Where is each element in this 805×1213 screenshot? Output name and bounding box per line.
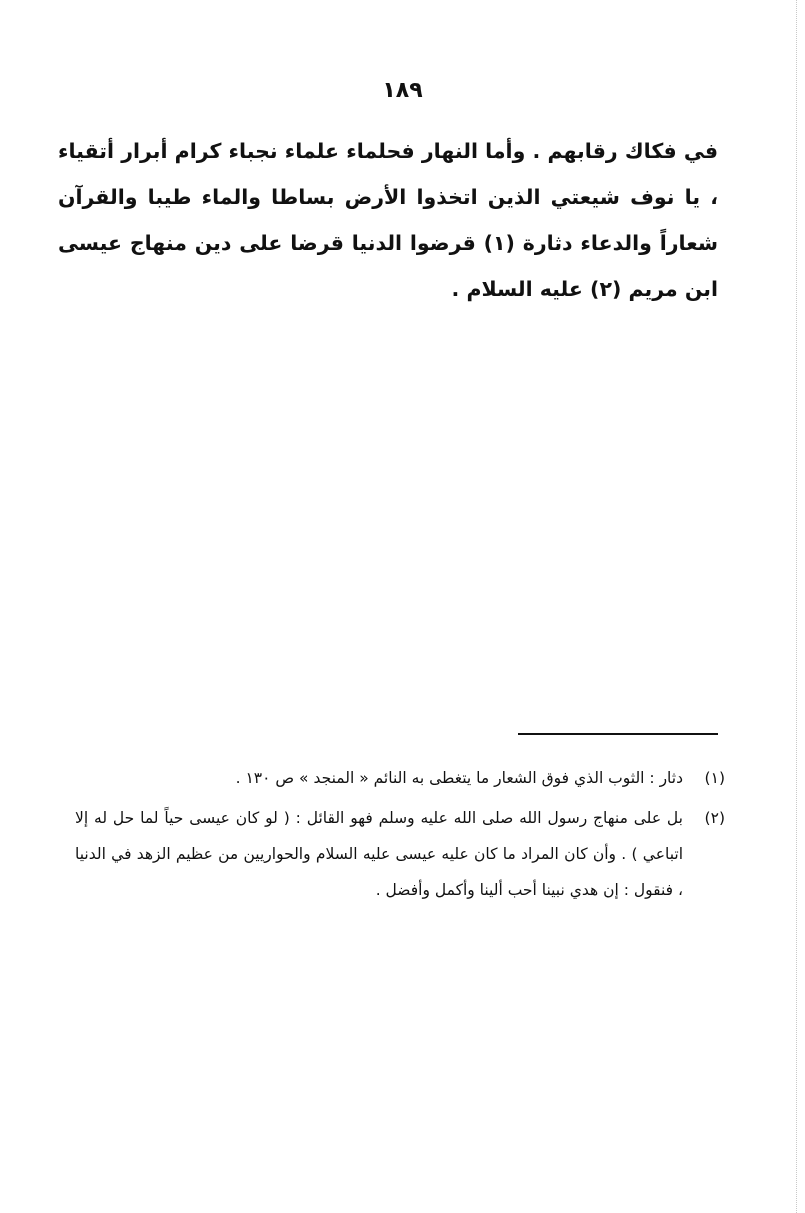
page-edge-line	[796, 0, 797, 1213]
footnote-2	[75, 800, 725, 908]
footnotes-section	[75, 760, 725, 912]
footnote-1	[75, 760, 725, 796]
footnote-text: دثار : الثوب الذي فوق الشعار ما يتغطى به النائم « المنجد » ص ١٣٠ .	[235, 769, 683, 787]
page-number: ١٨٩	[382, 78, 423, 103]
footnote-text: بل على منهاج رسول الله صلى الله عليه وسلم فهو القائل : ( لو كان عيسى حياً لما حل له إلا اتباعي ) . وأن كان المراد ما كان عليه عيسى عليه السلام والحواريين من عظيم الزهد في الدنيا ، فنقول : إن هدي نبينا أحب ألينا وأكمل وأفضل .	[75, 809, 683, 899]
body-paragraph: في فكاك رقابهم . وأما النهار فحلماء علماء نجباء كرام أبرار أتقياء ، يا نوف شيعتي الذين اتخذوا الأرض بساطا والماء طيبا والقرآن شعاراً والدعاء دثارة (١) قرضوا الدنيا قرضا على دين منهاج عيسى ابن مريم (٢) عليه السلام .	[58, 139, 718, 301]
footnote-number: (١)	[704, 769, 725, 787]
footnote-number: (٢)	[704, 809, 725, 827]
footnote-separator	[518, 733, 718, 735]
